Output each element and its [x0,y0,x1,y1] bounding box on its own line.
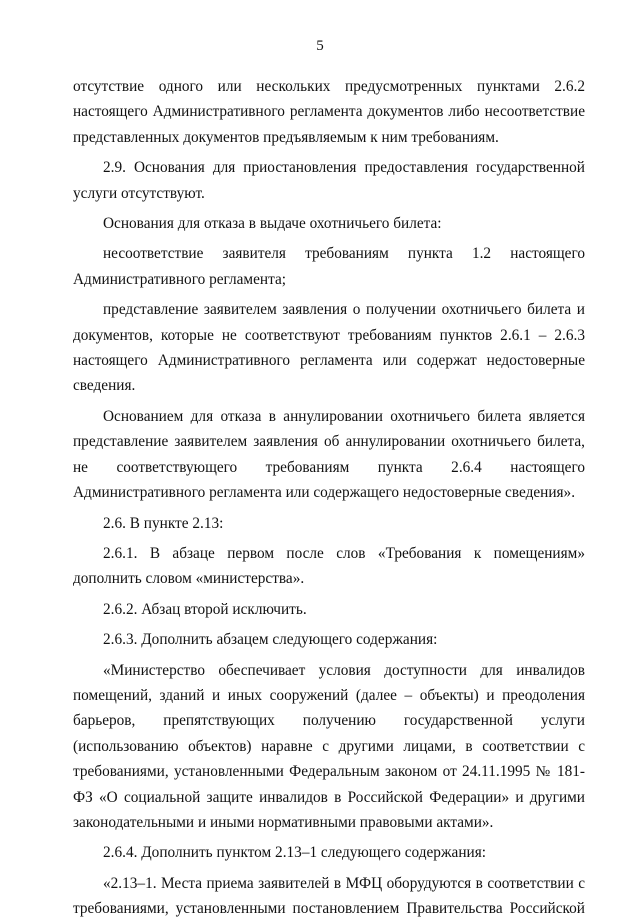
paragraph-refusal-grounds-heading: Основания для отказа в выдаче охотничьего билета: [103,215,442,233]
page-number: 5 [316,38,324,54]
paragraph-2-13-1-quote: «2.13–1. Места приема заявителей в МФЦ оборудуются в соответствии с требованиями, установленными постановлением Правительства Российской [73,874,585,918]
paragraph-applicant-mismatch: несоответствие заявителя требованиям пункта 1.2 настоящего Административного регламента; [73,245,585,288]
paragraph-application-invalid-docs: представление заявителем заявления о получении охотничьего билета и документов, которые не соответствуют требованиям пунктов 2.6.1 – 2.6.3 настоящего Административного регламента или содержат недостоверные сведения. [73,301,585,395]
paragraph-2-6-clause: 2.6. В пункте 2.13: [103,514,224,532]
paragraph-cancellation-refusal: Основанием для отказа в аннулировании охотничьего билета является представление заявителем заявления об аннулировании охотничьего билета, не соответствующего требованиям пункта 2.6.4 настоящего Административного регламента или содержащего недостоверные сведения». [73,407,585,502]
paragraph-2-6-2-clause: 2.6.2. Абзац второй исключить. [103,600,307,618]
document-body [73,74,585,922]
paragraph-2-6-3-clause: 2.6.3. Дополнить абзацем следующего содержания: [103,631,438,649]
paragraph-missing-documents: отсутствие одного или нескольких предусмотренных пунктами 2.6.2 настоящего Административного регламента документов либо несоответствие представленных документов предъявляемым к ним требованиям. [73,78,585,146]
paragraph-accessibility-quote: «Министерство обеспечивает условия доступности для инвалидов помещений, зданий и иных сооружений (далее – объекты) и преодоления барьеров, препятствующих получению государственной услуги (использованию объектов) наравне с другими лицами, в соответствии с требованиями, установленными Федеральным законом от 24.11.1995 № 181-ФЗ «О социальной защите инвалидов в Российской Федерации» и другими законодательными и иными нормативными правовыми актами». [73,661,585,831]
paragraph-2-6-1-clause: 2.6.1. В абзаце первом после слов «Требования к помещениям» дополнить словом «министерства». [73,544,585,588]
paragraph-2-6-4-clause: 2.6.4. Дополнить пунктом 2.13–1 следующего содержания: [103,844,486,862]
paragraph-2-9-suspension: 2.9. Основания для приостановления предоставления государственной услуги отсутствуют. [73,159,585,202]
